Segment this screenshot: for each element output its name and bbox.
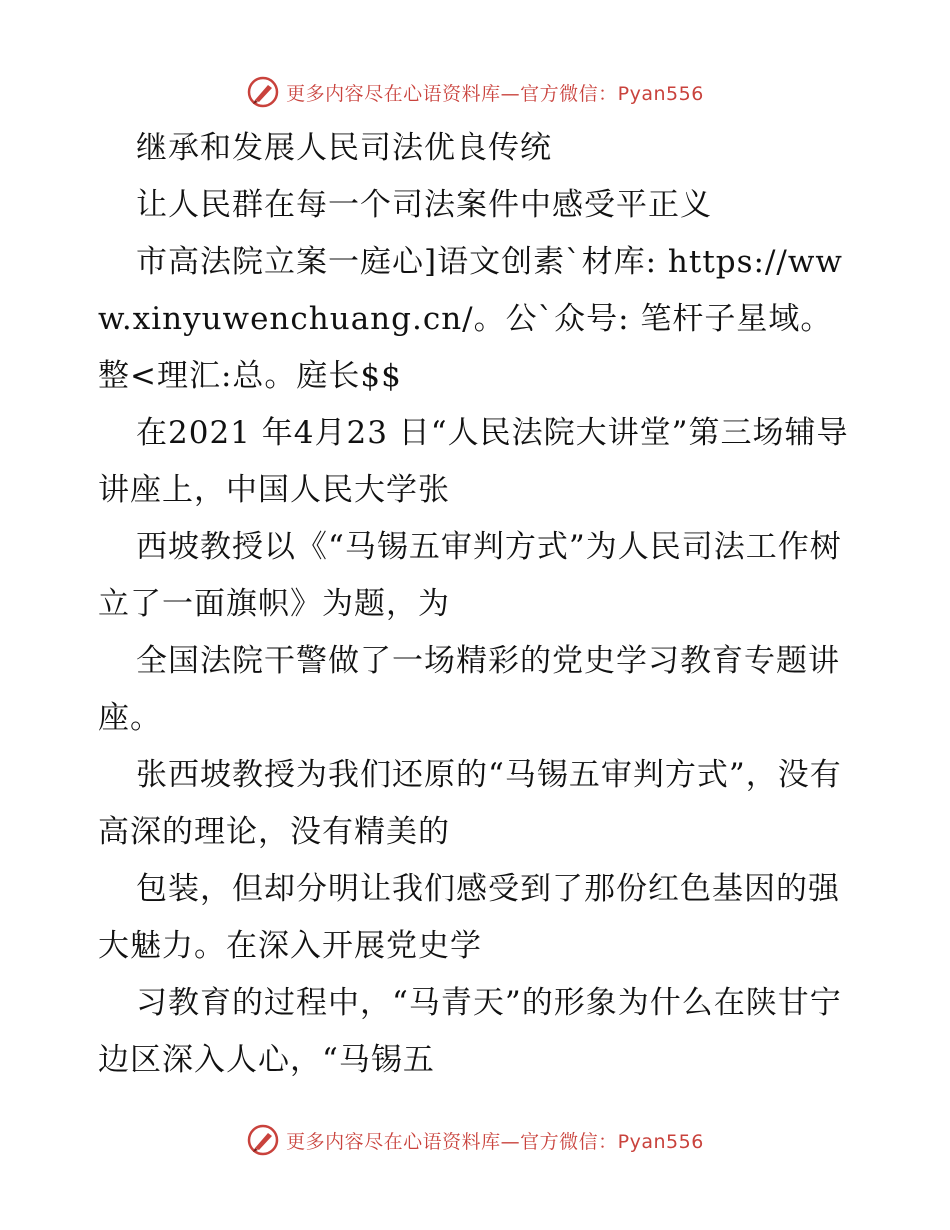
pen-logo-icon — [246, 1123, 280, 1157]
watermark-text: 更多内容尽在心语资料库—官方微信：Pyan556 — [286, 82, 704, 105]
footer-watermark — [0, 1120, 950, 1160]
paragraph: 习教育的过程中，“马青天”的形象为什么在陕甘宁边区深入人心，“马锡五 — [98, 985, 842, 1078]
header-watermark — [0, 72, 950, 112]
paragraph: 包装，但却分明让我们感受到了那份红色基因的强大魅力。在深入开展党史学 — [98, 871, 840, 964]
paragraph: 张西坡教授为我们还原的“马锡五审判方式”，没有高深的理论，没有精美的 — [98, 757, 842, 850]
pen-logo-icon — [246, 75, 280, 109]
paragraph: 西坡教授以《“马锡五审判方式”为人民司法工作树立了一面旗帜》为题，为 — [98, 529, 842, 622]
paragraph: 全国法院干警做了一场精彩的党史学习教育专题讲座。 — [98, 643, 840, 736]
paragraph: 继承和发展人民司法优良传统 — [136, 130, 552, 166]
document-body — [98, 120, 858, 1089]
paragraph: 让人民群在每一个司法案件中感受平正义 — [136, 187, 712, 223]
paragraph: 在2021 年4月23 日“人民法院大讲堂”第三场辅导讲座上，中国人民大学张 — [98, 415, 849, 508]
watermark-text: 更多内容尽在心语资料库—官方微信：Pyan556 — [286, 1130, 704, 1153]
paragraph: 市高法院立案一庭心]语文创素`材库: https://www.xinyuwenchuang.cn/。公`众号: 笔杆子星域。整<理汇:总。庭长$$ — [98, 244, 843, 394]
